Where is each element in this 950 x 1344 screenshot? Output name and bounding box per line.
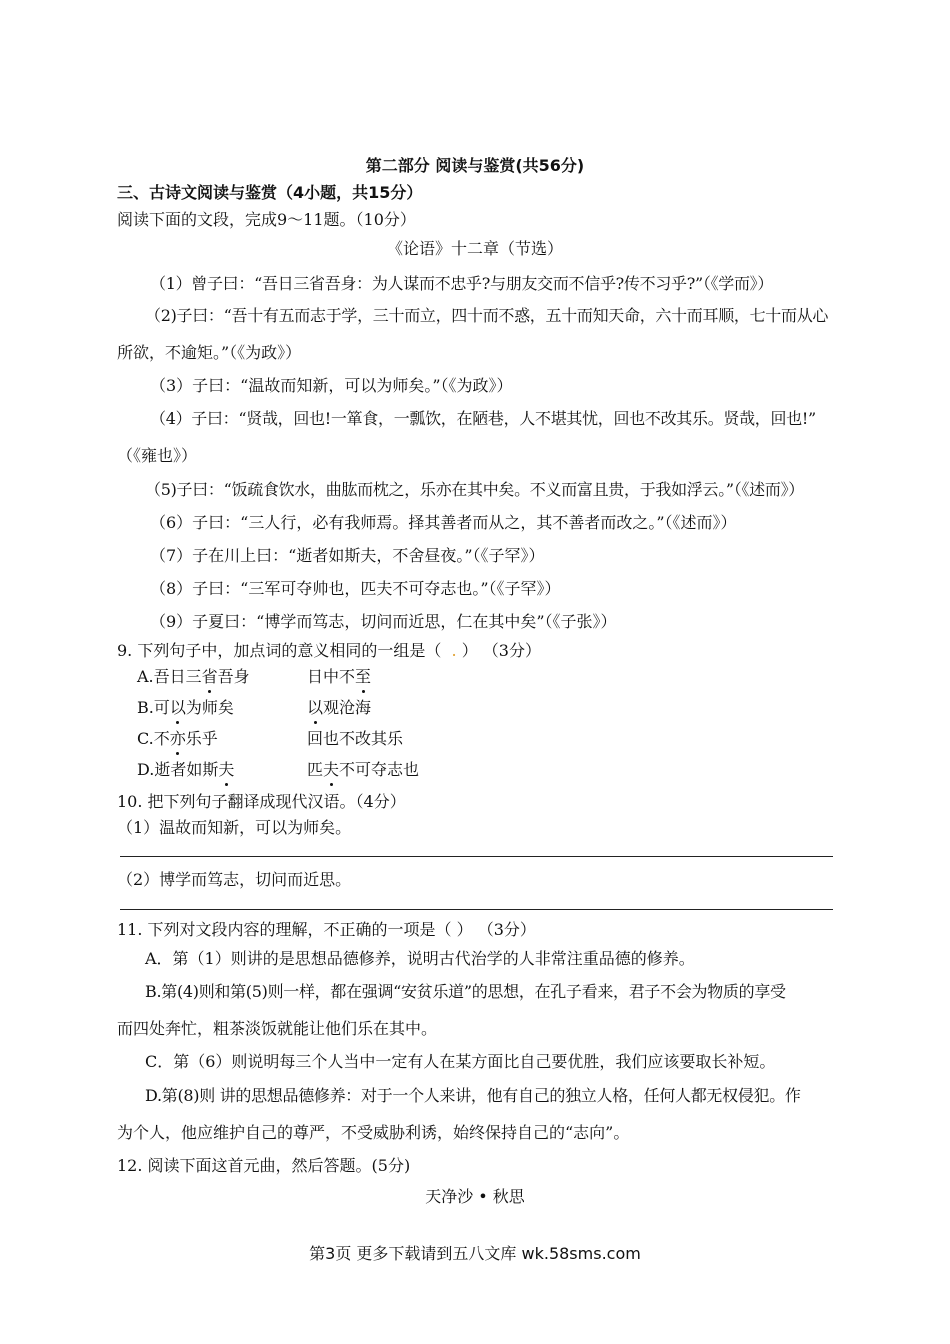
q9-stem-score: ） （3分）: [461, 641, 541, 660]
q9-option-c-pair: 回也不改其乐: [307, 729, 404, 748]
emphasis-dot-char: 至: [355, 667, 372, 686]
analects-item: （5)子曰：“饭疏食饮水，曲肱而枕之，乐亦在其中矣。不义而富且贵，于我如浮云。”（《述而》）: [145, 480, 804, 499]
q11-option-b: B.第(4)则和第(5)则一样，都在强调“安贫乐道”的思想，在孔子看来，君子不会为物质的享受: [145, 982, 786, 1001]
q9-option-d-pair: 匹夫不可夺志也: [307, 760, 420, 779]
q9-option-d: D.逝者如斯夫: [137, 760, 235, 779]
analects-item: （4）子曰：“贤哉，回也!一箪食，一瓢饮，在陋巷，人不堪其忧，回也不改其乐。贤哉，回也!”: [150, 409, 816, 428]
page-footer: 第3页 更多下载请到五八文库 wk.58sms.com: [309, 1244, 641, 1263]
emphasis-dot-char: 亦: [169, 729, 186, 748]
question-9-stem: [117, 641, 541, 661]
q11-option-d: D.第(8)则 讲的思想品德修养：对于一个人来讲，他有自己的独立人格，任何人都无权侵犯。作: [145, 1086, 801, 1105]
poem-title: 天净沙 • 秋思: [425, 1187, 525, 1206]
section-heading: 三、古诗文阅读与鉴赏（4小题，共15分）: [117, 183, 423, 202]
question-11-stem: 11. 下列对文段内容的理解，不正确的一项是（ ） （3分）: [117, 920, 536, 939]
analects-item: （1）曾子曰：“吾日三省吾身：为人谋而不忠乎?与朋友交而不信乎?传不习乎?”（《学而》）: [150, 274, 774, 293]
analects-item: （《雍也》）: [117, 446, 198, 465]
analects-item: （2)子曰：“吾十有五而志于学，三十而立，四十而不惑，五十而知天命，六十而耳顺，七十而从心: [145, 306, 829, 325]
emphasis-dot-char: 以: [307, 698, 324, 717]
answer-mark: .: [451, 641, 457, 660]
q10-sentence-2: （2）博学而笃志，切问而近思。: [117, 870, 352, 889]
q11-option-b-cont: 而四处奔忙，粗茶淡饭就能让他们乐在其中。: [117, 1019, 438, 1038]
q11-option-d-cont: 为个人，他应维护自己的尊严，不受威胁利诱，始终保持自己的“志向”。: [117, 1123, 630, 1142]
emphasis-dot-char: 以: [169, 698, 186, 717]
q9-option-a: A.吾日三省吾身: [137, 667, 250, 686]
analects-item: （9）子夏曰：“博学而笃志，切问而近思，仁在其中矣”（《子张》）: [150, 612, 617, 631]
analects-item: （8）子曰：“三军可夺帅也，匹夫不可夺志也。”（《子罕》）: [150, 579, 561, 598]
part-title: 第二部分 阅读与鉴赏(共56分): [365, 156, 585, 175]
text-title: 《论语》十二章（节选）: [386, 239, 563, 258]
emphasis-dot-char: 夫: [323, 760, 340, 779]
q9-option-b: B.可以为师矣: [137, 698, 234, 717]
analects-item: （7）子在川上曰：“逝者如斯夫，不舍昼夜。”（《子罕》）: [150, 546, 545, 565]
answer-line: [120, 909, 833, 910]
q10-sentence-1: （1）温故而知新，可以为师矣。: [117, 818, 352, 837]
analects-item: （3）子曰：“温故而知新，可以为师矣。”（《为政》）: [150, 376, 513, 395]
q9-option-a-pair: 日中不至: [307, 667, 372, 686]
emphasis-dot-char: 夫: [218, 760, 235, 779]
question-12-stem: 12. 阅读下面这首元曲，然后答题。(5分): [117, 1156, 411, 1175]
analects-item: （6）子曰：“三人行，必有我师焉。择其善者而从之，其不善者而改之。”（《述而》）: [150, 513, 737, 532]
q9-option-c: C.不亦乐乎: [137, 729, 218, 748]
q9-option-b-pair: 以观沧海: [307, 698, 372, 717]
emphasis-dot-char: 省: [201, 667, 218, 686]
answer-line: [120, 856, 833, 857]
question-10-stem: 10. 把下列句子翻译成现代汉语。（4分）: [117, 792, 406, 811]
q11-option-a: A．第（1）则讲的是思想品德修养，说明古代治学的人非常注重品德的修养。: [145, 949, 695, 968]
section-intro: 阅读下面的文段，完成9～11题。（10分）: [117, 210, 416, 229]
q9-stem-text: 9. 下列句子中，加点词的意义相同的一组是（: [117, 641, 442, 660]
q11-option-c: C．第（6）则说明每三个人当中一定有人在某方面比自己要优胜，我们应该要取长补短。: [145, 1052, 776, 1071]
analects-item: 所欲，不逾矩。”（《为政》）: [117, 343, 302, 362]
